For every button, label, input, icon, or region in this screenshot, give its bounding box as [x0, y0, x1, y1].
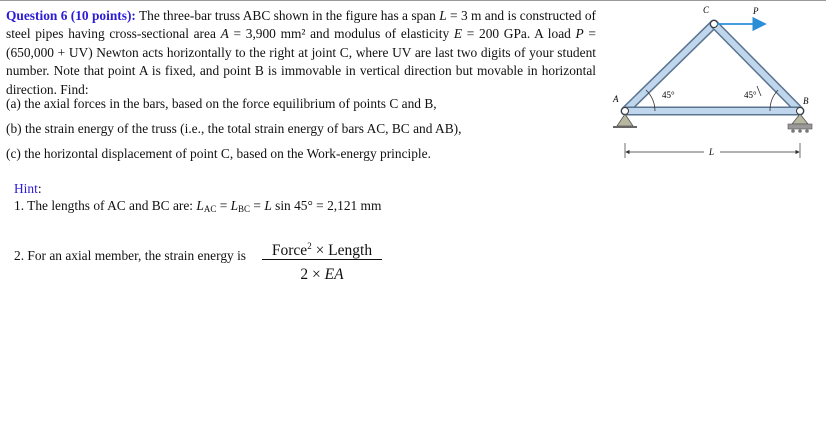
- joint-C: [711, 21, 718, 28]
- pin-support-A: [613, 114, 637, 127]
- question-text: [6, 7, 596, 99]
- roller-support-B: [788, 114, 812, 133]
- label-C: C: [703, 5, 710, 15]
- angle-label-right: 45°: [744, 90, 757, 100]
- question-text-1: The three-bar truss ABC shown in the figure has a span: [135, 8, 440, 23]
- fraction-bar: [262, 259, 382, 260]
- angle-label-left: 45°: [662, 90, 675, 100]
- formula-EA: EA: [324, 266, 344, 283]
- formula-denominator: [262, 264, 382, 286]
- formula-two-times: 2 ×: [300, 266, 325, 283]
- formula-times-length: × Length: [311, 242, 373, 259]
- hint-var-L2: L: [230, 198, 239, 213]
- hint-title: [14, 181, 42, 197]
- hint-sub-AC: AC: [203, 204, 217, 214]
- part-b: (b) the strain energy of the truss (i.e., the total strain energy of bars AC, BC and AB),: [6, 121, 462, 136]
- hint-var-L3: L: [264, 198, 272, 213]
- span-label-L: L: [709, 147, 715, 157]
- hint-sub-BC: BC: [238, 204, 251, 214]
- var-E: E: [453, 26, 463, 42]
- question-heading: Question 6 (10 points):: [6, 8, 136, 23]
- label-P: P: [753, 6, 759, 16]
- formula-square: 2: [307, 241, 312, 251]
- var-A: A: [220, 26, 229, 42]
- hint-title-text: Hint: [14, 181, 38, 196]
- part-c: (c) the horizontal displacement of point C, based on the Work-energy principle.: [6, 146, 431, 161]
- var-L: L: [439, 8, 447, 23]
- hint-1-prefix: 1. The lengths of AC and BC are:: [14, 198, 197, 213]
- part-a: (a) the axial forces in the bars, based on the force equilibrium of points C and B,: [6, 96, 437, 111]
- hint-1-suffix: sin 45° = 2,121 mm: [271, 198, 382, 213]
- hint-var-L: L: [196, 198, 204, 213]
- question-text-2: = 3 m and is constructed of steel pipes having cross-sectional area: [6, 8, 597, 42]
- var-P: P: [575, 26, 584, 42]
- question-text-5: = (650,000 + UV) Newton acts horizontally to the right at joint C, where UV are last two digits of your student number. Note that point A is fixed, and point B is immovable in vertical direction but movable in horizontal direction. Find:: [6, 26, 596, 97]
- strain-energy-formula: [262, 235, 382, 286]
- hint-colon: :: [37, 181, 42, 196]
- formula-force: Force: [271, 242, 308, 259]
- hint-eq-2: =: [250, 198, 265, 213]
- truss-figure: [600, 0, 826, 170]
- formula-numerator: [262, 235, 382, 257]
- hint-1: [14, 198, 381, 214]
- hint-eq-1: =: [216, 198, 231, 213]
- hint-2: 2. For an axial member, the strain energy is: [14, 248, 247, 263]
- label-B: B: [803, 96, 809, 106]
- question-text-3: = 3,900 mm² and modulus of elasticity: [228, 26, 454, 42]
- bar-BC: [714, 24, 800, 111]
- label-A: A: [613, 94, 619, 104]
- question-text-4: = 200 GPa. A load: [462, 26, 576, 42]
